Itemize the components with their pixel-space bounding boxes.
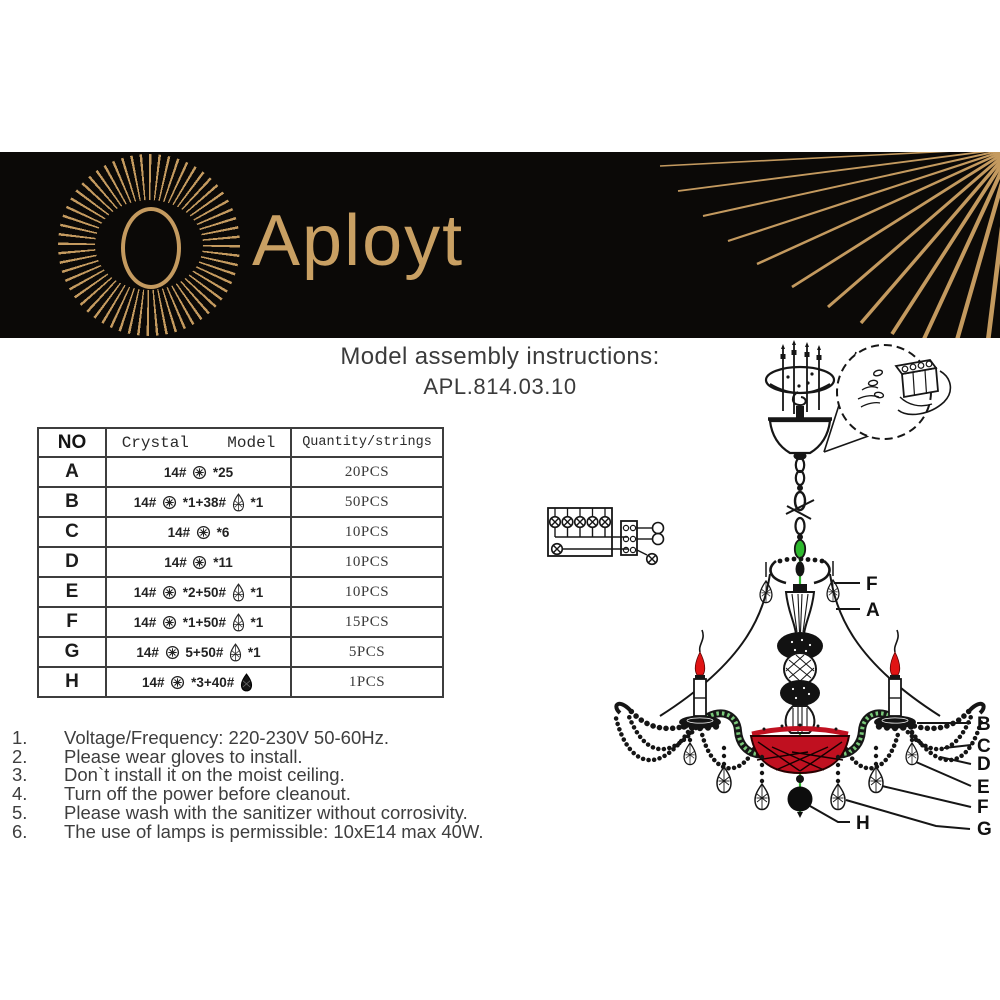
col-header-no: NO (38, 428, 106, 457)
brand-banner (0, 152, 1000, 338)
row-letter: A (38, 457, 106, 487)
quantity-cell: 50PCS (291, 487, 443, 517)
ceiling-mount (766, 340, 834, 414)
candle-left (694, 630, 706, 716)
row-letter: F (38, 607, 106, 637)
teardrop-crystal-icon (232, 493, 245, 512)
assembly-diagram (530, 335, 1000, 895)
crystal-model-cell (106, 547, 291, 577)
part-label-d: D (977, 754, 991, 775)
part-label-g: G (977, 819, 992, 840)
instruction-number: 4. (12, 783, 28, 805)
teardrop-crystal-icon (232, 583, 245, 602)
model-text: *25 (212, 464, 234, 480)
crystal-bead-icon (165, 645, 180, 660)
crystal-bead-icon (192, 555, 207, 570)
quantity-cell: 10PCS (291, 517, 443, 547)
part-label-a: A (866, 600, 880, 621)
model-number: APL.814.03.10 (423, 374, 577, 399)
row-letter: G (38, 637, 106, 667)
part-label-c: C (977, 736, 991, 757)
wiring-diagram (548, 508, 664, 564)
col-header-qty: Quantity/strings (291, 428, 443, 457)
crystal-model-cell (106, 487, 291, 517)
model-text: 14# (136, 644, 163, 660)
model-text: *11 (213, 554, 233, 570)
model-text: 14# (167, 524, 194, 540)
part-label-e: E (977, 777, 990, 798)
row-letter: D (38, 547, 106, 577)
central-column (777, 584, 823, 733)
table-row (38, 517, 443, 547)
model-text: *6 (216, 524, 230, 540)
instruction-number: 1. (12, 727, 28, 748)
instruction-number: 6. (12, 820, 28, 842)
model-text: *1+38# (182, 494, 230, 510)
table-row (38, 457, 443, 487)
brand-name: Aployt (252, 201, 465, 281)
model-text: 14# (142, 674, 169, 690)
crystal-bead-icon (162, 585, 177, 600)
instruction-item (10, 729, 530, 748)
quantity-cell: 1PCS (291, 667, 443, 697)
banner-rays-decoration (655, 152, 1000, 338)
dark-teardrop-crystal-icon (240, 673, 253, 692)
model-text: *1 (250, 584, 264, 600)
chandelier-body (616, 556, 984, 818)
model-text: 14# (133, 494, 161, 510)
instruction-text: Please wash with the sanitizer without corrosivity. (64, 801, 468, 823)
table-row (38, 667, 443, 697)
table-row (38, 607, 443, 637)
crystal-model-cell (106, 517, 291, 547)
table-row (38, 547, 443, 577)
model-text: 14# (133, 584, 161, 600)
row-letter: E (38, 577, 106, 607)
part-label-b: B (977, 714, 991, 735)
teardrop-crystal-icon (229, 643, 242, 662)
suspension-wire-left (660, 574, 770, 716)
model-text: 14# (163, 464, 191, 480)
red-bowl (751, 724, 849, 774)
row-letter: H (38, 667, 106, 697)
crystal-bead-icon (192, 465, 207, 480)
wiring-inset-circle (824, 345, 950, 452)
col-header-model: Crystal Model (106, 428, 291, 457)
quantity-cell: 10PCS (291, 577, 443, 607)
crystal-model-cell (106, 457, 291, 487)
quantity-cell: 10PCS (291, 547, 443, 577)
part-label-h: H (856, 813, 870, 834)
table-row (38, 637, 443, 667)
instruction-number: 2. (12, 745, 28, 767)
candle-right (889, 630, 901, 716)
model-text: 14# (164, 554, 191, 570)
crystal-bead-icon (162, 615, 177, 630)
instruction-text: Please wear gloves to install. (64, 745, 303, 767)
instruction-item (10, 801, 530, 823)
canopy (768, 406, 832, 460)
model-text: 14# (133, 614, 161, 630)
model-text: *2+50# (182, 584, 230, 600)
instruction-item (10, 785, 530, 804)
crystal-model-cell (106, 667, 291, 697)
crystal-model-cell (106, 607, 291, 637)
crystal-bead-icon (196, 525, 211, 540)
sunburst-ring (121, 207, 181, 289)
model-text: 5+50# (185, 644, 228, 660)
parts-table (37, 427, 444, 698)
crystal-model-cell (106, 637, 291, 667)
quantity-cell: 15PCS (291, 607, 443, 637)
table-row (38, 577, 443, 607)
instruction-text: Voltage/Frequency: 220-230V 50-60Hz. (64, 727, 389, 748)
crystal-bead-icon (162, 495, 177, 510)
instructions-list (10, 729, 530, 841)
row-letter: B (38, 487, 106, 517)
instruction-number: 3. (12, 764, 28, 786)
instruction-text: Don`t install it on the moist ceiling. (64, 764, 345, 786)
crystal-bead-icon (170, 675, 185, 690)
model-text: *1+50# (182, 614, 230, 630)
model-text: *1 (247, 644, 261, 660)
green-chain-link (795, 540, 805, 558)
row-letter: C (38, 517, 106, 547)
suspension-wire-right (830, 574, 940, 716)
model-text: *1 (250, 494, 264, 510)
teardrop-crystal-icon (232, 613, 245, 632)
table-header-row (38, 428, 443, 457)
crystal-model-cell (106, 577, 291, 607)
part-label-f-top: F (866, 574, 878, 595)
quantity-cell: 5PCS (291, 637, 443, 667)
instruction-text: The use of lamps is permissible: 10xE14 max 40W. (64, 820, 484, 842)
table-row (38, 487, 443, 517)
model-text: *1 (250, 614, 264, 630)
instruction-item (10, 820, 530, 842)
instruction-number: 5. (12, 801, 28, 823)
model-text: *3+40# (191, 674, 238, 690)
hanging-chain (786, 458, 814, 558)
instruction-text: Turn off the power before cleanout. (64, 783, 351, 805)
part-label-f: F (977, 797, 989, 818)
quantity-cell: 20PCS (291, 457, 443, 487)
page-title: Model assembly instructions: (340, 343, 660, 370)
